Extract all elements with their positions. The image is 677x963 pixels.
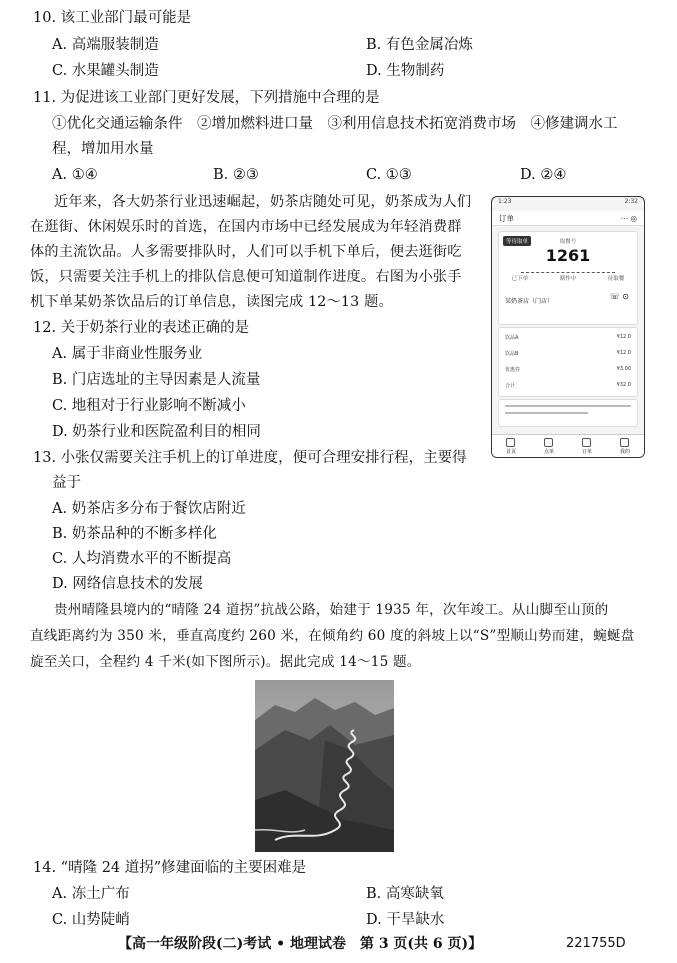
q14-option-d: D. 干旱缺水 <box>366 912 445 928</box>
user-icon <box>620 438 629 447</box>
q11-option-c: C. ①③ <box>366 167 412 183</box>
q11-option-d: D. ②④ <box>520 167 567 183</box>
order-status-card <box>498 231 638 325</box>
passage2-line: 旋至关口，全程约 4 千米(如下图所示)。据此完成 14～15 题。 <box>30 654 421 670</box>
nav-orders: 订单 <box>582 438 592 455</box>
step-ordered: 已下单 <box>511 276 529 282</box>
footer-code: 221755D <box>566 936 626 951</box>
q10-option-c: C. 水果罐头制造 <box>52 63 159 79</box>
order-item-row: 优惠券 ¥3.00 <box>505 366 631 373</box>
road-photo <box>255 680 394 852</box>
order-items-card <box>498 327 638 397</box>
q13-option-d: D. 网络信息技术的发展 <box>52 576 203 592</box>
passage2-line: 直线距离约为 350 米，垂直高度约 260 米，在倾角约 60 度的斜坡上以“S”型顺山势而建，蜿蜒盘 <box>30 628 635 644</box>
order-item-row: 饮品B ¥12.0 <box>505 350 631 357</box>
q10-stem: 10. 该工业部门最可能是 <box>33 10 192 26</box>
phone-call-icon: ☏ ⊙ <box>609 292 629 301</box>
step-ready: 待取餐 <box>607 276 625 282</box>
phone-status-bar <box>492 197 644 211</box>
q12-option-b: B. 门店选址的主导因素是人流量 <box>52 372 261 388</box>
passage1-line: 机下单某奶茶饮品后的订单信息，读图完成 12～13 题。 <box>30 294 393 310</box>
order-badge: 等待取单 <box>503 236 531 246</box>
q13-stem: 13. 小张仅需要关注手机上的订单进度，便可合理安排行程，主要得 <box>33 450 467 466</box>
q11-line2: ①优化交通运输条件 ②增加燃料进口量 ③利用信息技术拓宽消费市场 ④修建调水工 <box>52 116 618 132</box>
passage1-line: 近年来，各大奶茶行业迅速崛起，奶茶店随处可见，奶茶成为人们 <box>54 194 472 210</box>
q14-option-c: C. 山势陡峭 <box>52 912 130 928</box>
q13-option-a: A. 奶茶店多分布于餐饮店附近 <box>52 501 246 517</box>
nav-home: 首页 <box>506 438 516 455</box>
q13-option-c: C. 人均消费水平的不断提高 <box>52 551 232 567</box>
phone-order-screenshot <box>491 196 645 458</box>
phone-header-title: 订单 <box>499 213 514 223</box>
status-right: 2:32 <box>624 198 638 205</box>
nav-order: 点单 <box>544 438 554 455</box>
q13-stem-cont: 益于 <box>52 475 81 491</box>
passage2-line: 贵州晴隆县境内的“晴隆 24 道拐”抗战公路，始建于 1935 年，次年竣工。从山脚至山顶的 <box>54 602 609 618</box>
q14-option-a: A. 冻土广布 <box>52 886 130 902</box>
list-icon <box>582 438 591 447</box>
mountain-road-image <box>255 680 394 852</box>
nav-me: 我的 <box>620 438 630 455</box>
pickup-number-label: 取餐号 <box>559 239 577 245</box>
menu-icon: ⋯ ◎ <box>620 213 637 223</box>
shop-name: 某奶茶店（门店） <box>505 298 554 305</box>
progress-steps <box>505 274 631 282</box>
order-item-row: 饮品A ¥12.0 <box>505 334 631 341</box>
q10-option-d: D. 生物制药 <box>366 63 445 79</box>
passage1-line: 体的主流饮品。人多需要排队时，人们可以手机下单后，便去逛街吃 <box>30 244 462 260</box>
phone-bottom-nav <box>492 434 644 457</box>
q12-option-a: A. 属于非商业性服务业 <box>52 346 203 362</box>
q10-option-a: A. 高端服装制造 <box>52 37 159 53</box>
q10-option-b: B. 有色金属冶炼 <box>366 37 473 53</box>
step-making: 制作中 <box>559 276 577 282</box>
q11-line3: 程，增加用水量 <box>52 141 154 157</box>
q12-stem: 12. 关于奶茶行业的表述正确的是 <box>33 320 250 336</box>
passage1-line: 饭，只需要关注手机上的排队信息便可知道制作进度。右图为小张手 <box>30 269 462 285</box>
progress-track <box>521 272 615 273</box>
q12-option-d: D. 奶茶行业和医院盈利目的相同 <box>52 424 261 440</box>
footer-title: 【高一年级阶段(二)考试 • 地理试卷 第 3 页(共 6 页)】 <box>118 936 483 952</box>
q14-stem: 14. “晴隆 24 道拐”修建面临的主要困难是 <box>33 860 307 876</box>
status-time: 1:23 <box>498 198 512 205</box>
passage1-line: 在逛街、休闲娱乐时的首选，在国内市场中已经发展成为年轻消费群 <box>30 219 462 235</box>
order-info-card <box>498 399 638 427</box>
q11-option-b: B. ②③ <box>213 167 259 183</box>
home-icon <box>506 438 515 447</box>
q11-stem: 11. 为促进该工业部门更好发展，下列措施中合理的是 <box>33 90 380 106</box>
q11-option-a: A. ①④ <box>52 167 98 183</box>
q13-option-b: B. 奶茶品种的不断多样化 <box>52 526 217 542</box>
cup-icon <box>544 438 553 447</box>
phone-header <box>492 211 644 226</box>
q12-option-c: C. 地租对于行业影响不断减小 <box>52 398 246 414</box>
q14-option-b: B. 高寒缺氧 <box>366 886 444 902</box>
pickup-number: 1261 <box>545 246 591 265</box>
order-item-row: 合计 ¥32.0 <box>505 382 631 389</box>
